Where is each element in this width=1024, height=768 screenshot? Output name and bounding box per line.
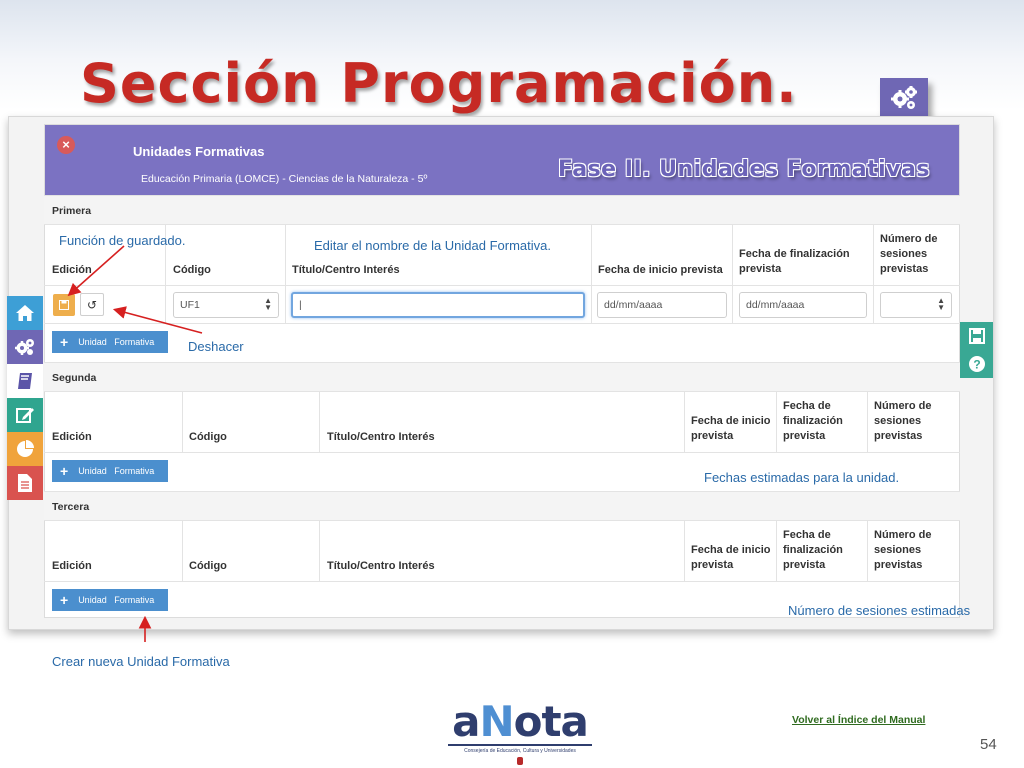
titulo-input-value: | (299, 299, 302, 311)
header-sesiones: Número de sesiones previstas (880, 233, 938, 275)
header-edicion: Edición (52, 264, 92, 276)
logo-subtitle: Consejería de Educación, Cultura y Universidades (464, 748, 576, 754)
header-fecha-inicio: Fecha de inicio prevista (691, 544, 771, 571)
header-edicion: Edición (52, 560, 92, 572)
section-title-tercera: Tercera (44, 491, 960, 521)
annotation-guardado: Función de guardado. (59, 233, 186, 248)
fecha-fin-placeholder: dd/mm/aaaa (746, 299, 805, 311)
header-sesiones: Número de sesiones previstas (874, 529, 932, 571)
header-fecha-inicio: Fecha de inicio prevista (691, 415, 771, 442)
undo-icon: ↺ (86, 297, 98, 312)
header-fecha-fin: Fecha de finalización prevista (783, 400, 843, 442)
annotation-editar: Editar el nombre de la Unidad Formativa. (314, 238, 552, 253)
header-titulo: Título/Centro Interés (327, 560, 435, 572)
add-button-label: Formativa (114, 337, 155, 347)
plus-icon: + (60, 334, 69, 350)
header-codigo: Código (189, 431, 227, 443)
back-to-index-link[interactable]: Volver al Índice del Manual (792, 714, 926, 726)
annotation-fechas: Fechas estimadas para la unidad. (704, 470, 900, 485)
select-arrows-icon: ▲ ▼ (264, 296, 272, 312)
panel-title: Unidades Formativas (133, 144, 265, 159)
add-button-label: Unidad (78, 595, 107, 605)
select-arrows-icon: ▲ ▼ (937, 296, 945, 312)
add-button-label: Formativa (114, 466, 155, 476)
anota-logo (442, 697, 598, 762)
slide-title: Sección Programación. (80, 52, 798, 115)
arrow-guardado (70, 246, 124, 294)
add-button-label: Unidad (78, 466, 107, 476)
annotation-crear: Crear nueva Unidad Formativa (52, 654, 230, 669)
header-codigo: Código (173, 264, 211, 276)
logo-letter: N (479, 697, 514, 746)
annotation-deshacer: Deshacer (188, 339, 244, 354)
plus-icon: + (60, 592, 69, 608)
header-edicion: Edición (52, 431, 92, 443)
header-fecha-fin: Fecha de finalización prevista (739, 248, 850, 275)
logo-letter: ota (513, 697, 588, 746)
header-codigo: Código (189, 560, 227, 572)
arrow-deshacer (116, 310, 202, 333)
close-icon[interactable]: × (57, 136, 75, 154)
logo-letter: a (452, 697, 480, 746)
panel-subtitle: Educación Primaria (LOMCE) - Ciencias de la Naturaleza - 5º (141, 173, 428, 185)
fecha-inicio-placeholder: dd/mm/aaaa (604, 299, 663, 311)
header-titulo: Título/Centro Interés (292, 264, 400, 276)
phase-label: Fase II. Unidades Formativas (558, 157, 930, 182)
svg-text:?: ? (972, 357, 981, 372)
page-number: 54 (980, 736, 997, 753)
add-button-label: Unidad (78, 337, 107, 347)
plus-icon: + (60, 463, 69, 479)
header-fecha-fin: Fecha de finalización prevista (783, 529, 843, 571)
annotation-sesiones: Número de sesiones estimadas (788, 603, 971, 618)
add-button-label: Formativa (114, 595, 155, 605)
section-title-primera: Primera (44, 195, 960, 225)
header-titulo: Título/Centro Interés (327, 431, 435, 443)
header-fecha-inicio: Fecha de inicio prevista (598, 264, 723, 276)
codigo-select-value: UF1 (180, 299, 200, 311)
section-title-segunda: Segunda (44, 362, 960, 392)
header-sesiones: Número de sesiones previstas (874, 400, 932, 442)
